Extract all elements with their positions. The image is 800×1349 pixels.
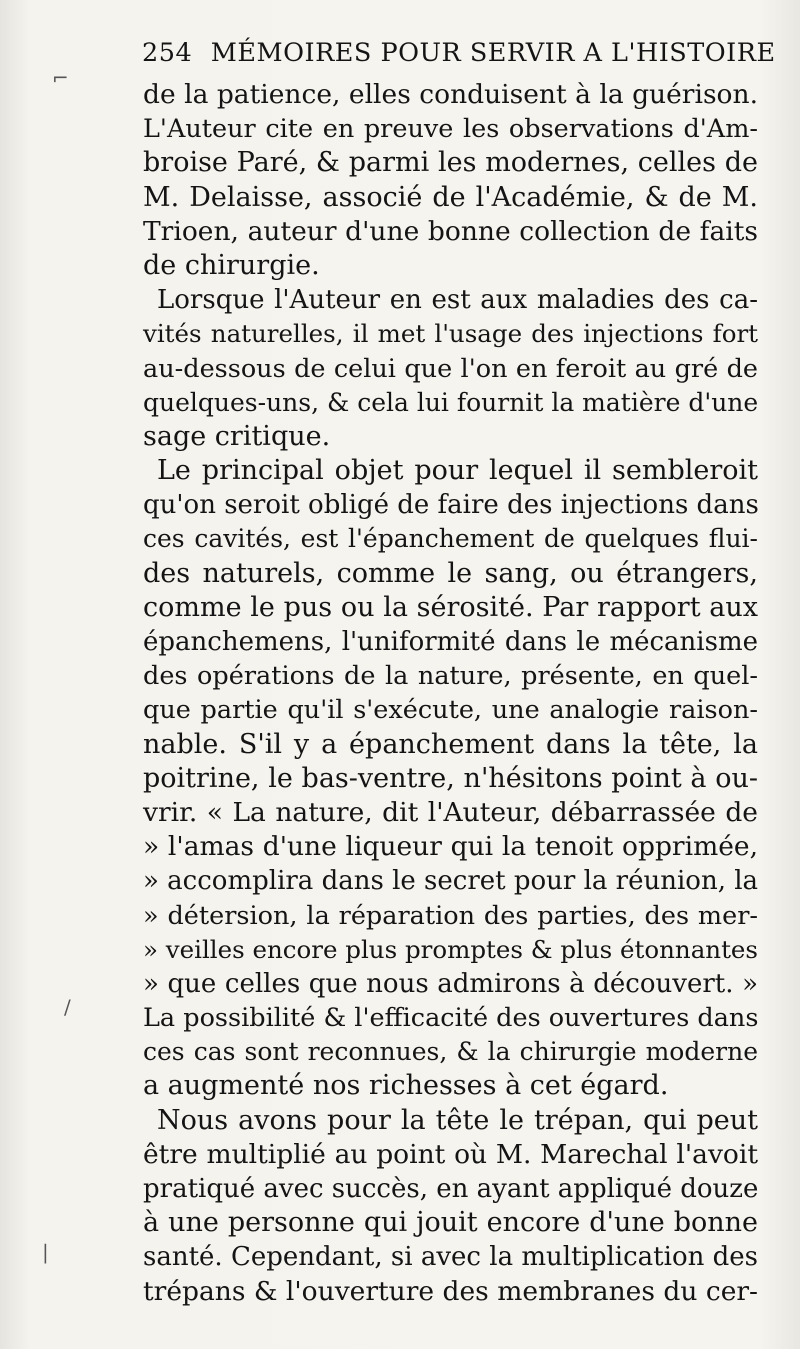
text-line: ces cas sont reconnues, & la chirurgie moderne [143,1037,758,1067]
text-line: ces cavités, est l'épanchement de quelques flui- [143,524,758,554]
text-line: Trioen, auteur d'une bonne collection de faits [143,215,758,247]
text-line: » veilles encore plus promptes & plus étonnantes [143,934,758,964]
page-number: 254 [142,38,193,68]
text-line: vités naturelles, il met l'usage des injections fort [143,319,758,349]
text-line: des naturels, comme le sang, ou étrangers, [143,557,758,589]
text-line: épanchemens, l'uniformité dans le mécanisme [143,627,758,657]
text-line: » accomplira dans le secret pour la réunion, la [143,866,759,897]
text-line: » que celles que nous admirons à découvert. » [143,968,758,999]
text-line: a augmenté nos richesses à cet égard. [143,1070,669,1102]
text-line: nable. S'il y a épanchement dans la tête, la [143,728,758,760]
text-line: » détersion, la réparation des parties, des mer- [143,900,758,931]
text-line: Nous avons pour la tête le trépan, qui peut [157,1104,758,1136]
text-line: Lorsque l'Auteur en est aux maladies des ca- [157,285,758,316]
text-line: vrir. « La nature, dit l'Auteur, débarrassée de [143,796,758,828]
text-line: sage critique. [143,420,331,452]
body-text [143,78,758,1309]
text-line: au-dessous de celui que l'on en feroit au gré de [143,353,758,384]
text-line: L'Auteur cite en preuve les observations d'Am- [143,114,758,145]
text-line: des opérations de la nature, présente, en quel- [143,661,758,692]
text-line: que partie qu'il s'exécute, une analogie raison- [143,695,758,726]
text-line: santé. Cependant, si avec la multiplication des [143,1242,758,1273]
margin-mark: | [42,1240,49,1264]
text-line: M. Delaisse, associé de l'Académie, & de M. [143,181,758,213]
text-line: trépans & l'ouverture des membranes du cer- [143,1275,758,1307]
text-line: qu'on seroit obligé de faire des injections dans [143,490,759,521]
text-line: pratiqué avec succès, en ayant appliqué douze [143,1174,759,1204]
text-line: broise Paré, & parmi les modernes, celles de [143,147,758,179]
text-line: être multiplié au point où M. Marechal l'avoit [143,1138,758,1170]
running-header [142,38,782,78]
text-line: poitrine, le bas-ventre, n'hésitons point à ou- [143,762,758,794]
text-line: de chirurgie. [143,249,320,281]
text-line: comme le pus ou la sérosité. Par rapport aux [143,591,758,623]
text-line: » l'amas d'une liqueur qui la tenoit opprimée, [143,831,758,863]
text-line: La possibilité & l'efficacité des ouvertures dans [143,1003,759,1034]
margin-mark: ⌐ [52,66,69,90]
text-line: de la patience, elles conduisent à la guérison. [143,79,758,110]
margin-mark: / [64,995,71,1019]
text-line: quelques-uns, & cela lui fournit la matière d'une [143,387,759,417]
running-title: MÉMOIRES POUR SERVIR A L'HISTOIRE [210,38,776,68]
text-line: Le principal objet pour lequel il sembleroit [157,455,758,487]
text-line: à une personne qui jouit encore d'une bonne [143,1207,758,1239]
